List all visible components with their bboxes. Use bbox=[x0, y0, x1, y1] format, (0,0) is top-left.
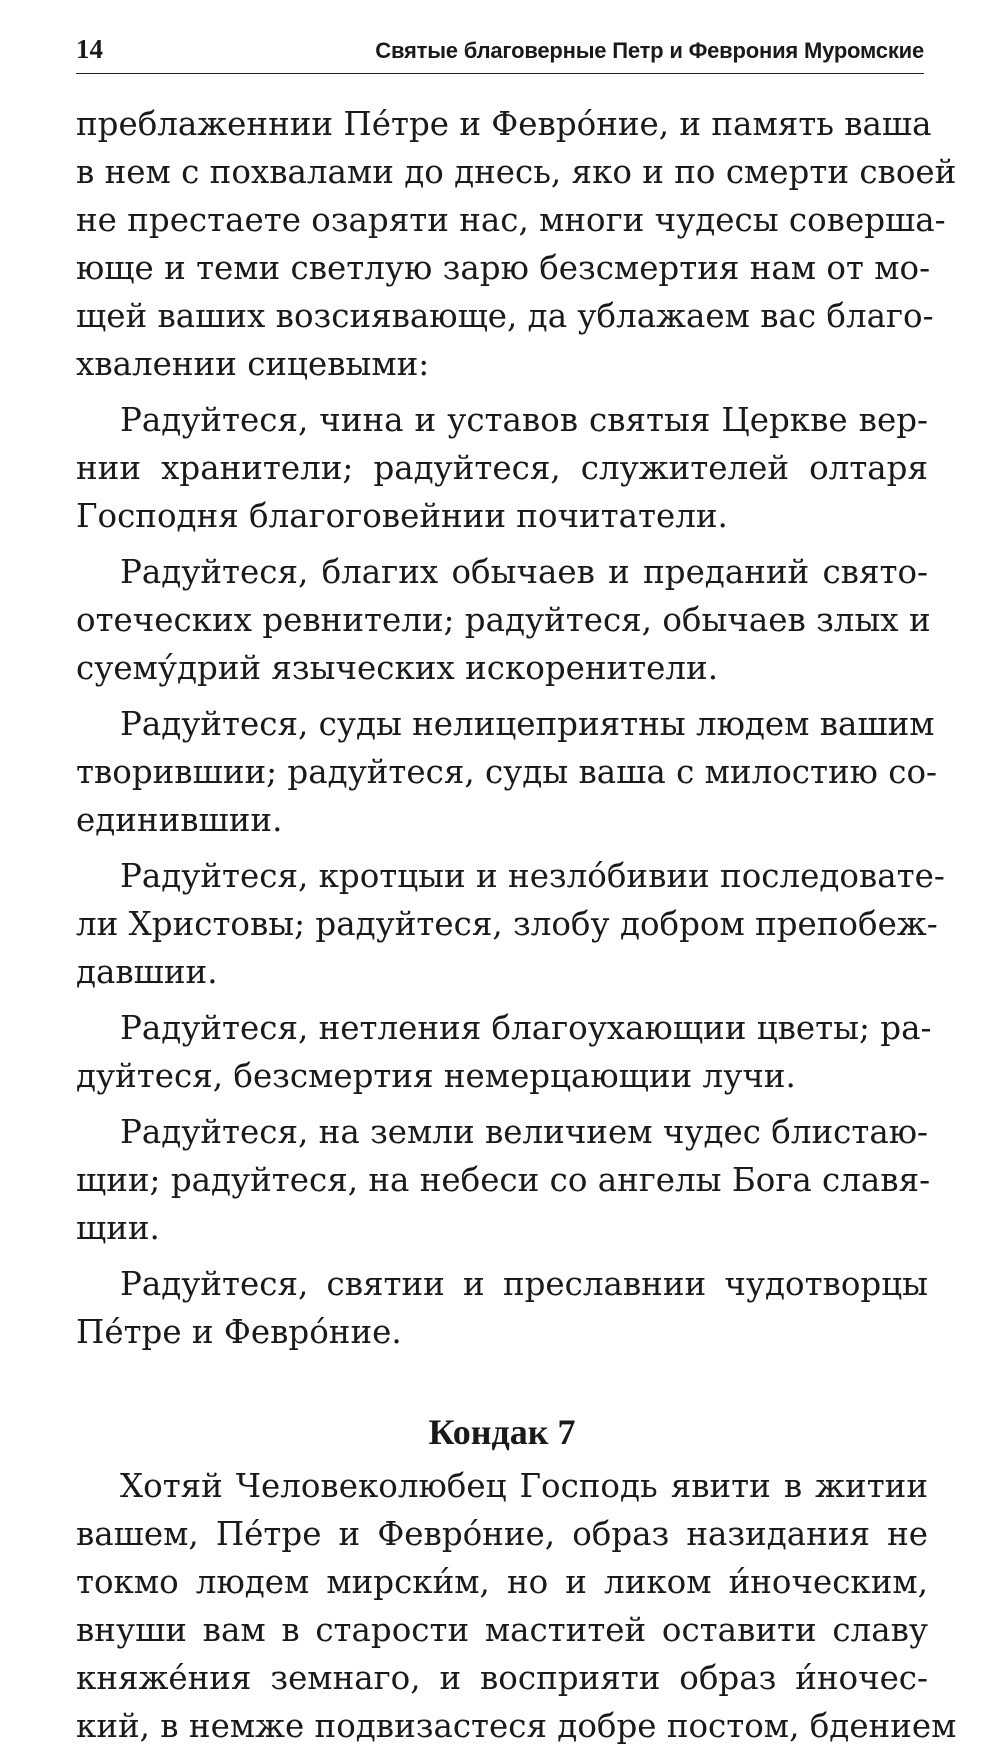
paragraph bbox=[76, 396, 928, 540]
paragraph bbox=[76, 548, 931, 692]
text-line: Радуйтеся, святии и преславнии чудотворцы bbox=[120, 1265, 928, 1303]
text-line: хвалении сицевыми: bbox=[76, 345, 430, 383]
text-line: дуйтеся, безсмертия немерцающии лучи. bbox=[76, 1057, 796, 1095]
text-line: юще и теми светлую зарю безсмертия нам от мо- bbox=[76, 249, 931, 287]
text-line: не престаете озаряти нас, многи чудесы соверша- bbox=[76, 201, 946, 239]
text-line: отеческих ревнители; радуйтеся, обычаев злых и bbox=[76, 601, 931, 639]
text-line: княже́ния земнаго, и восприяти образ и́ночес- bbox=[76, 1659, 928, 1697]
page-number: 14 bbox=[76, 34, 103, 64]
text-line: вашем, Пе́тре и Февро́ние, образ назидания не bbox=[76, 1515, 928, 1553]
text-line: единившии. bbox=[76, 801, 283, 839]
text-line: в нем с похвалами до днесь, яко и по смерти своей bbox=[76, 153, 957, 191]
paragraph bbox=[76, 700, 938, 844]
page-content bbox=[76, 100, 957, 1758]
paragraph bbox=[76, 1260, 928, 1356]
text-line: преблаженнии Пе́тре и Февро́ние, и память ваша bbox=[76, 105, 932, 143]
running-title: Святые благоверные Петр и Феврония Муромские bbox=[375, 38, 924, 63]
text-line: Радуйтеся, кротцыи и незло́бивии последовате- bbox=[120, 857, 945, 895]
paragraph bbox=[76, 852, 945, 996]
section-paragraph bbox=[76, 1462, 957, 1750]
text-line: Радуйтеся, суды нелицеприятны людем вашим bbox=[120, 705, 935, 743]
section-heading: Кондак 7 bbox=[428, 1412, 576, 1452]
text-line: щии. bbox=[76, 1209, 160, 1247]
text-line: Радуйтеся, на земли величием чудес блистаю- bbox=[120, 1113, 928, 1151]
text-line: токмо людем мирски́м, но и ликом и́ноческим, bbox=[76, 1563, 928, 1601]
text-line: щей ваших возсиявающе, да ублажаем вас благо- bbox=[76, 297, 934, 335]
text-line: ли Христовы; радуйтеся, злобу добром препобеж- bbox=[76, 905, 938, 943]
header-rule bbox=[76, 73, 924, 74]
page-header bbox=[76, 34, 924, 65]
text-line: Радуйтеся, благих обычаев и преданий свято- bbox=[120, 553, 928, 591]
text-line: щии; радуйтеся, на небеси со ангелы Бога славя- bbox=[76, 1161, 931, 1199]
paragraph bbox=[76, 1004, 932, 1100]
text-line: Пе́тре и Февро́ние. bbox=[76, 1313, 402, 1351]
paragraph bbox=[76, 1108, 931, 1252]
text-line: Радуйтеся, нетления благоухающии цветы; ра- bbox=[120, 1009, 932, 1047]
text-line: кий, в немже подвизастеся добре постом, бдением bbox=[76, 1707, 957, 1745]
text-line: Хотяй Человеколюбец Господь явити в житии bbox=[120, 1467, 928, 1505]
paragraph bbox=[76, 100, 957, 388]
text-line: Радуйтеся, чина и уставов святыя Церкве вер- bbox=[120, 401, 928, 439]
text-line: Господня благоговейнии почитатели. bbox=[76, 497, 728, 535]
text-line: давшии. bbox=[76, 953, 218, 991]
text-line: творившии; радуйтеся, суды ваша с милостию со- bbox=[76, 753, 938, 791]
text-line: суему́дрий языческих искоренители. bbox=[76, 649, 719, 687]
text-line: нии хранители; радуйтеся, служителей олтаря bbox=[76, 449, 928, 487]
body-text bbox=[76, 100, 957, 1356]
text-line: внуши вам в старости маститей оставити славу bbox=[76, 1611, 928, 1649]
